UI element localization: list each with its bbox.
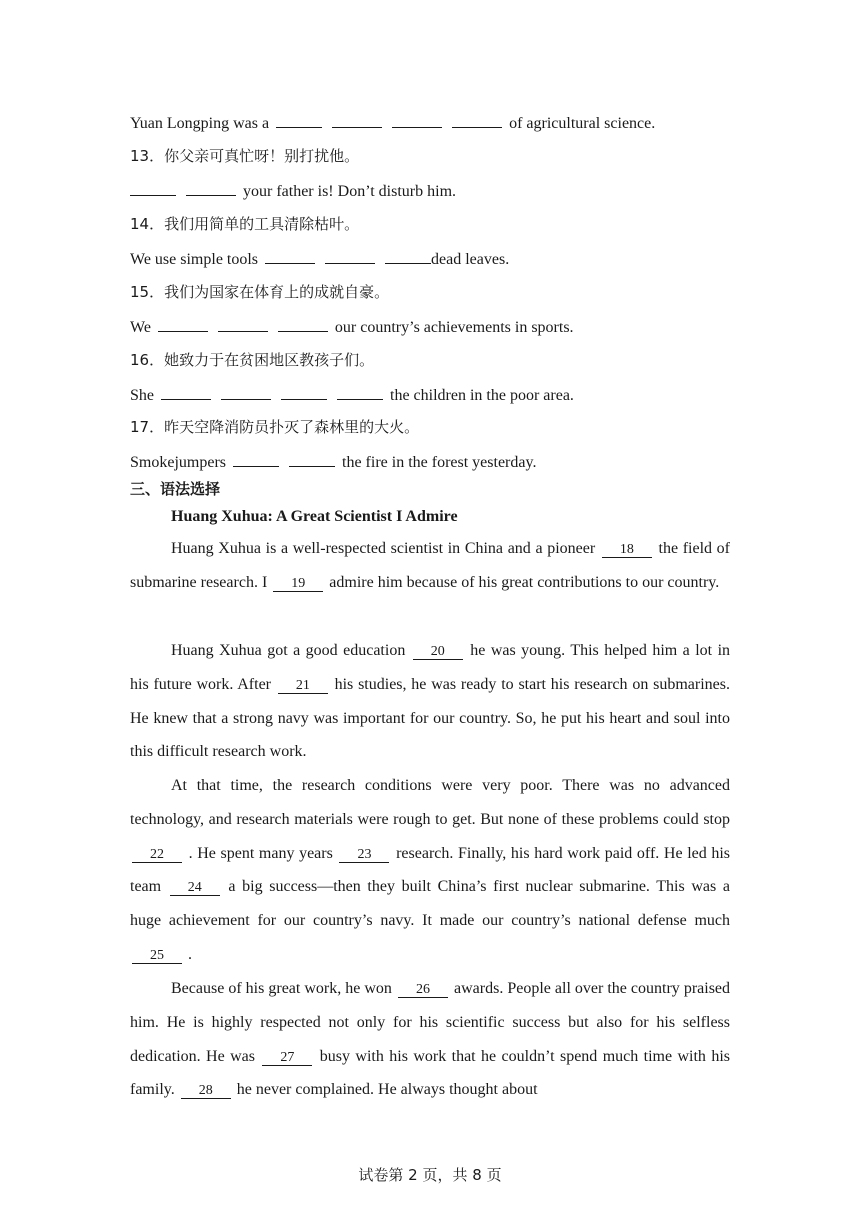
paragraph-text: he was young. This helped him a lot in his future work. After [130,642,731,693]
answer-blank[interactable] [392,112,442,128]
q13-chinese-line [130,146,730,166]
paragraph-text: At that time, the research conditions were very poor. There was no advanced technology, and research materials were rough to get. But none of these problems could stop [130,777,730,828]
q14-chinese-line [130,214,730,234]
q16-english-line [130,384,730,406]
answer-blank[interactable] [276,112,322,128]
q17-chinese-line [130,417,730,437]
question-number: 13． [130,147,165,165]
paragraph-text: Huang Xuhua is a well-respected scientist in China and a pioneer [171,540,596,557]
answer-blank[interactable] [186,180,236,196]
q16-chinese-line [130,350,730,370]
question-number: 15． [130,283,165,301]
numbered-blank-23[interactable]: 23 [339,847,389,863]
q13-english-line [130,180,730,202]
answer-blank[interactable] [325,248,375,264]
question-number: 14． [130,215,165,233]
q16-chinese: 她致力于在贫困地区教孩子们。 [164,351,375,369]
q16-text-b: the children in the poor area. [390,387,574,404]
paragraph-text: research. Finally, his hard work paid off. He led his team [130,844,731,896]
numbered-blank-20[interactable]: 20 [413,644,463,660]
answer-blank[interactable] [221,384,271,400]
passage-paragraph-3 [130,769,730,972]
answer-blank[interactable] [278,316,328,332]
q15-chinese: 我们为国家在体育上的成就自豪。 [164,283,390,301]
numbered-blank-28[interactable]: 28 [181,1083,231,1099]
q14-english-line [130,248,730,270]
answer-blank[interactable] [158,316,208,332]
q17-chinese: 昨天空降消防员扑灭了森林里的大火。 [164,418,420,436]
answer-blank[interactable] [130,180,176,196]
q17-english-line [130,451,730,473]
answer-blank[interactable] [332,112,382,128]
q16-text-a: She [130,387,154,404]
paragraph-text: awards. People all over the country praised him. He is highly respected not only for his scientific success but also for his selfless dedication. He was [130,980,731,1065]
numbered-blank-22[interactable]: 22 [132,847,182,863]
paragraph-text: . He spent many years [188,844,333,862]
answer-blank[interactable] [452,112,502,128]
q12-text-a: Yuan Longping was a [130,115,270,132]
q15-text-b: our country’s achievements in sports. [334,319,574,336]
q17-text-b: the fire in the forest yesterday. [342,454,537,471]
paragraph-text: admire him because of his great contributions to our country. [329,573,720,591]
answer-blank[interactable] [385,248,431,264]
numbered-blank-26[interactable]: 26 [398,982,448,998]
q13-chinese: 你父亲可真忙呀！别打扰他。 [164,147,360,165]
q14-text-b: dead leaves. [431,251,510,268]
q15-text-a: We [130,319,151,336]
answer-blank[interactable] [161,384,211,400]
q14-chinese: 我们用简单的工具清除枯叶。 [164,215,360,233]
numbered-blank-25[interactable]: 25 [132,948,182,964]
answer-blank[interactable] [281,384,327,400]
q15-english-line [130,316,730,338]
paragraph-text: a big success—then they built China’s first nuclear submarine. This was a huge achievement for our country’s navy. It made our country’s national defense much [130,878,731,930]
paragraph-text: busy with his work that he couldn’t spend much time with his family. [130,1047,731,1099]
passage-paragraph-4 [130,972,730,1107]
passage-paragraph-1 [130,532,730,600]
question-number: 17． [130,418,165,436]
q14-text-a: We use simple tools [130,251,259,268]
paragraph-text: the field of submarine research. I [130,540,731,591]
numbered-blank-18[interactable]: 18 [602,542,652,558]
paragraph-text: Huang Xuhua got a good education [171,642,406,659]
passage-title: Huang Xuhua: A Great Scientist I Admire [171,508,458,525]
numbered-blank-24[interactable]: 24 [170,880,220,896]
page-footer: 试卷第 2 页，共 8 页 [358,1166,502,1184]
numbered-blank-21[interactable]: 21 [278,678,328,694]
q13-text: your father is! Don’t disturb him. [243,183,457,200]
answer-blank[interactable] [289,451,335,467]
q15-chinese-line [130,282,730,302]
paragraph-text: he never complained. He always thought about [236,1081,538,1099]
answer-blank[interactable] [265,248,315,264]
paragraph-text: his studies, he was ready to start his research on submarines. He knew that a strong navy was important for our country. So, he put his heart and soul into this difficult research work. [130,675,730,761]
q17-text-a: Smokejumpers [130,454,226,471]
answer-blank[interactable] [337,384,383,400]
paragraph-text: . [188,945,192,963]
numbered-blank-27[interactable]: 27 [262,1050,312,1066]
q12-text-b: of agricultural science. [509,115,656,132]
paragraph-text: Because of his great work, he won [171,980,392,997]
section-heading: 三、语法选择 [130,480,221,498]
answer-blank[interactable] [218,316,268,332]
q12-english-line [130,112,730,134]
numbered-blank-19[interactable]: 19 [273,576,323,592]
answer-blank[interactable] [233,451,279,467]
question-number: 16． [130,351,165,369]
passage-paragraph-2 [130,634,730,769]
